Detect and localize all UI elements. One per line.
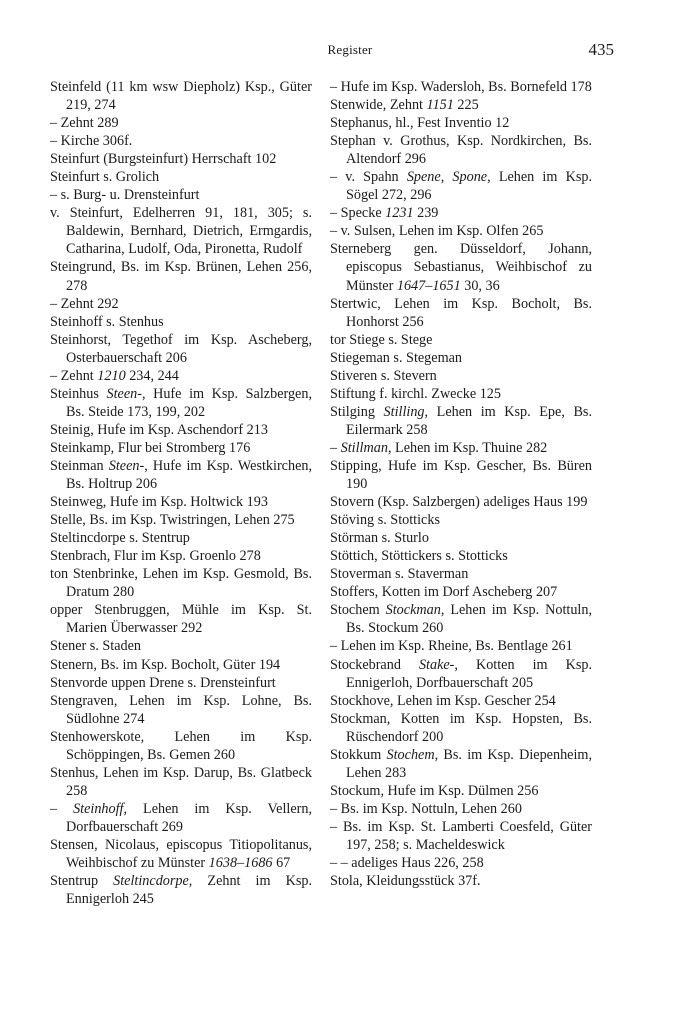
index-entry: – Kirche 306f. — [50, 133, 133, 150]
index-entry: – Lehen im Ksp. Rheine, Bs. Bentlage 261 — [330, 638, 573, 655]
index-entry: – Zehnt 292 — [50, 295, 119, 312]
index-entry: Steinhoff s. Stenhus — [50, 313, 164, 330]
index-entry: Steinkamp, Flur bei Stromberg 176 — [50, 439, 251, 456]
index-entry: Steltincdorpe s. Stentrup — [50, 530, 190, 547]
index-entry: Stiftung f. kirchl. Zwecke 125 — [330, 385, 501, 402]
index-entry: Stenwide, Zehnt 1151 225 — [330, 97, 479, 114]
running-title: Register — [327, 42, 373, 57]
index-entry: Stovern (Ksp. Salzbergen) adeliges Haus 199 — [330, 494, 588, 511]
index-entry: Stöving s. Stotticks — [330, 512, 440, 529]
index-entry: Stockhove, Lehen im Ksp. Gescher 254 — [330, 692, 556, 709]
index-entry: Steinig, Hufe im Ksp. Aschendorf 213 — [50, 421, 268, 438]
index-entry: – Zehnt 1210 234, 244 — [50, 367, 179, 384]
index-entry: Stenern, Bs. im Ksp. Bocholt, Güter 194 — [50, 656, 281, 673]
index-entry: Stockum, Hufe im Ksp. Dülmen 256 — [330, 782, 539, 799]
index-entry: Stiegeman s. Stegeman — [330, 349, 462, 366]
index-entry: Steinhus Steen-, Hufe im Ksp. Salzbergen, Bs. Steide 173, 199, 202 — [50, 385, 312, 420]
index-entry: – – adeliges Haus 226, 258 — [330, 855, 484, 872]
index-entry: Stockebrand Stake-, Kotten im Ksp. Ennigerloh, Dorfbauerschaft 205 — [330, 656, 592, 691]
index-entry: Steingrund, Bs. im Ksp. Brünen, Lehen 256, 278 — [50, 259, 312, 294]
index-entry: tor Stiege s. Stege — [330, 331, 433, 348]
index-entry: Sterneberg gen. Düsseldorf, Johann, episcopus Sebastianus, Weihbischof zu Münster 1647–1651 30, 36 — [330, 241, 592, 294]
index-entry: ton Stenbrinke, Lehen im Ksp. Gesmold, Bs. Dratum 280 — [50, 566, 312, 601]
index-entry: opper Stenbruggen, Mühle im Ksp. St. Marien Überwasser 292 — [50, 602, 312, 637]
index-entry: Stengraven, Lehen im Ksp. Lohne, Bs. Südlohne 274 — [50, 692, 312, 727]
index-entry: – Steinhoff, Lehen im Ksp. Vellern, Dorfbauerschaft 269 — [50, 800, 313, 835]
index-entry: Stentrup Steltincdorpe, Zehnt im Ksp. Ennigerloh 245 — [50, 873, 312, 908]
index-entry: Störman s. Sturlo — [330, 530, 429, 547]
index-entry: – Zehnt 289 — [50, 115, 119, 132]
index-entry: – Hufe im Ksp. Wadersloh, Bs. Bornefeld 178 — [330, 79, 592, 95]
index-entry: Steinfurt (Burgsteinfurt) Herrschaft 102 — [50, 151, 277, 168]
index-entry: Stockman, Kotten im Ksp. Hopsten, Bs. Rüschendorf 200 — [330, 710, 592, 745]
index-entry: Stola, Kleidungsstück 37f. — [330, 873, 481, 890]
index-entry: Stipping, Hufe im Ksp. Gescher, Bs. Büren 190 — [330, 457, 592, 493]
index-entry: Stoffers, Kotten im Dorf Ascheberg 207 — [330, 584, 558, 601]
index-entry: v. Steinfurt, Edelherren 91, 181, 305; s. Baldewin, Bernhard, Dietrich, Ermgardis, Catharina, Ludolf, Oda, Pironetta, Rudolf — [50, 205, 312, 258]
index-entry: Stephanus, hl., Fest Inventio 12 — [330, 115, 510, 132]
index-entry: – Stillman, Lehen im Ksp. Thuine 282 — [330, 439, 548, 456]
index-entry: – Specke 1231 239 — [330, 205, 439, 222]
index-entry: Stephan v. Grothus, Ksp. Nordkirchen, Bs. Altendorf 296 — [330, 133, 592, 168]
index-entry: Stelle, Bs. im Ksp. Twistringen, Lehen 275 — [50, 512, 295, 529]
index-entry: Steinfeld (11 km wsw Diepholz) Ksp., Güter 219, 274 — [50, 79, 312, 114]
index-entry: Stenhus, Lehen im Ksp. Darup, Bs. Glatbeck 258 — [50, 764, 312, 799]
index-entry: Steinweg, Hufe im Ksp. Holtwick 193 — [50, 494, 268, 511]
index-entry: Stensen, Nicolaus, episcopus Titiopolitanus, Weihbischof zu Münster 1638–1686 67 — [50, 836, 312, 872]
index-entry: Steinman Steen-, Hufe im Ksp. Westkirchen, Bs. Holtrup 206 — [50, 457, 313, 493]
index-entry: Stenhowerskote, Lehen im Ksp. Schöppingen, Bs. Gemen 260 — [50, 728, 312, 763]
index-entry: – Bs. im Ksp. Nottuln, Lehen 260 — [330, 800, 522, 817]
index-entry: Stertwic, Lehen im Ksp. Bocholt, Bs. Honhorst 256 — [330, 295, 592, 330]
index-entry: Stener s. Staden — [50, 638, 142, 655]
index-entry: Stochem Stockman, Lehen im Ksp. Nottuln, Bs. Stockum 260 — [330, 602, 593, 637]
index-entry: Stokkum Stochem, Bs. im Ksp. Diepenheim, Lehen 283 — [330, 746, 592, 781]
right-column — [330, 78, 592, 890]
index-entry: – s. Burg- u. Drensteinfurt — [50, 187, 200, 204]
index-entry: Stilging Stilling, Lehen im Ksp. Epe, Bs. Eilermark 258 — [330, 403, 592, 438]
index-entry: Stöttich, Stöttickers s. Stotticks — [330, 548, 508, 565]
index-entry: Steinhorst, Tegethof im Ksp. Ascheberg, Osterbauerschaft 206 — [50, 331, 312, 366]
index-entry: Steinfurt s. Grolich — [50, 169, 160, 186]
index-entry: Stenbrach, Flur im Ksp. Groenlo 278 — [50, 548, 261, 565]
index-entry: – v. Sulsen, Lehen im Ksp. Olfen 265 — [330, 223, 544, 240]
index-entry: Stiveren s. Stevern — [330, 367, 437, 384]
page-number: 435 — [588, 40, 614, 59]
index-entry: – Bs. im Ksp. St. Lamberti Coesfeld, Güter 197, 258; s. Macheldeswick — [330, 818, 592, 853]
left-column — [50, 78, 312, 908]
index-entry: Stoverman s. Staverman — [330, 566, 469, 583]
index-entry: – v. Spahn Spene, Spone, Lehen im Ksp. Sögel 272, 296 — [330, 169, 592, 204]
index-entry: Stenvorde uppen Drene s. Drensteinfurt — [50, 674, 276, 691]
